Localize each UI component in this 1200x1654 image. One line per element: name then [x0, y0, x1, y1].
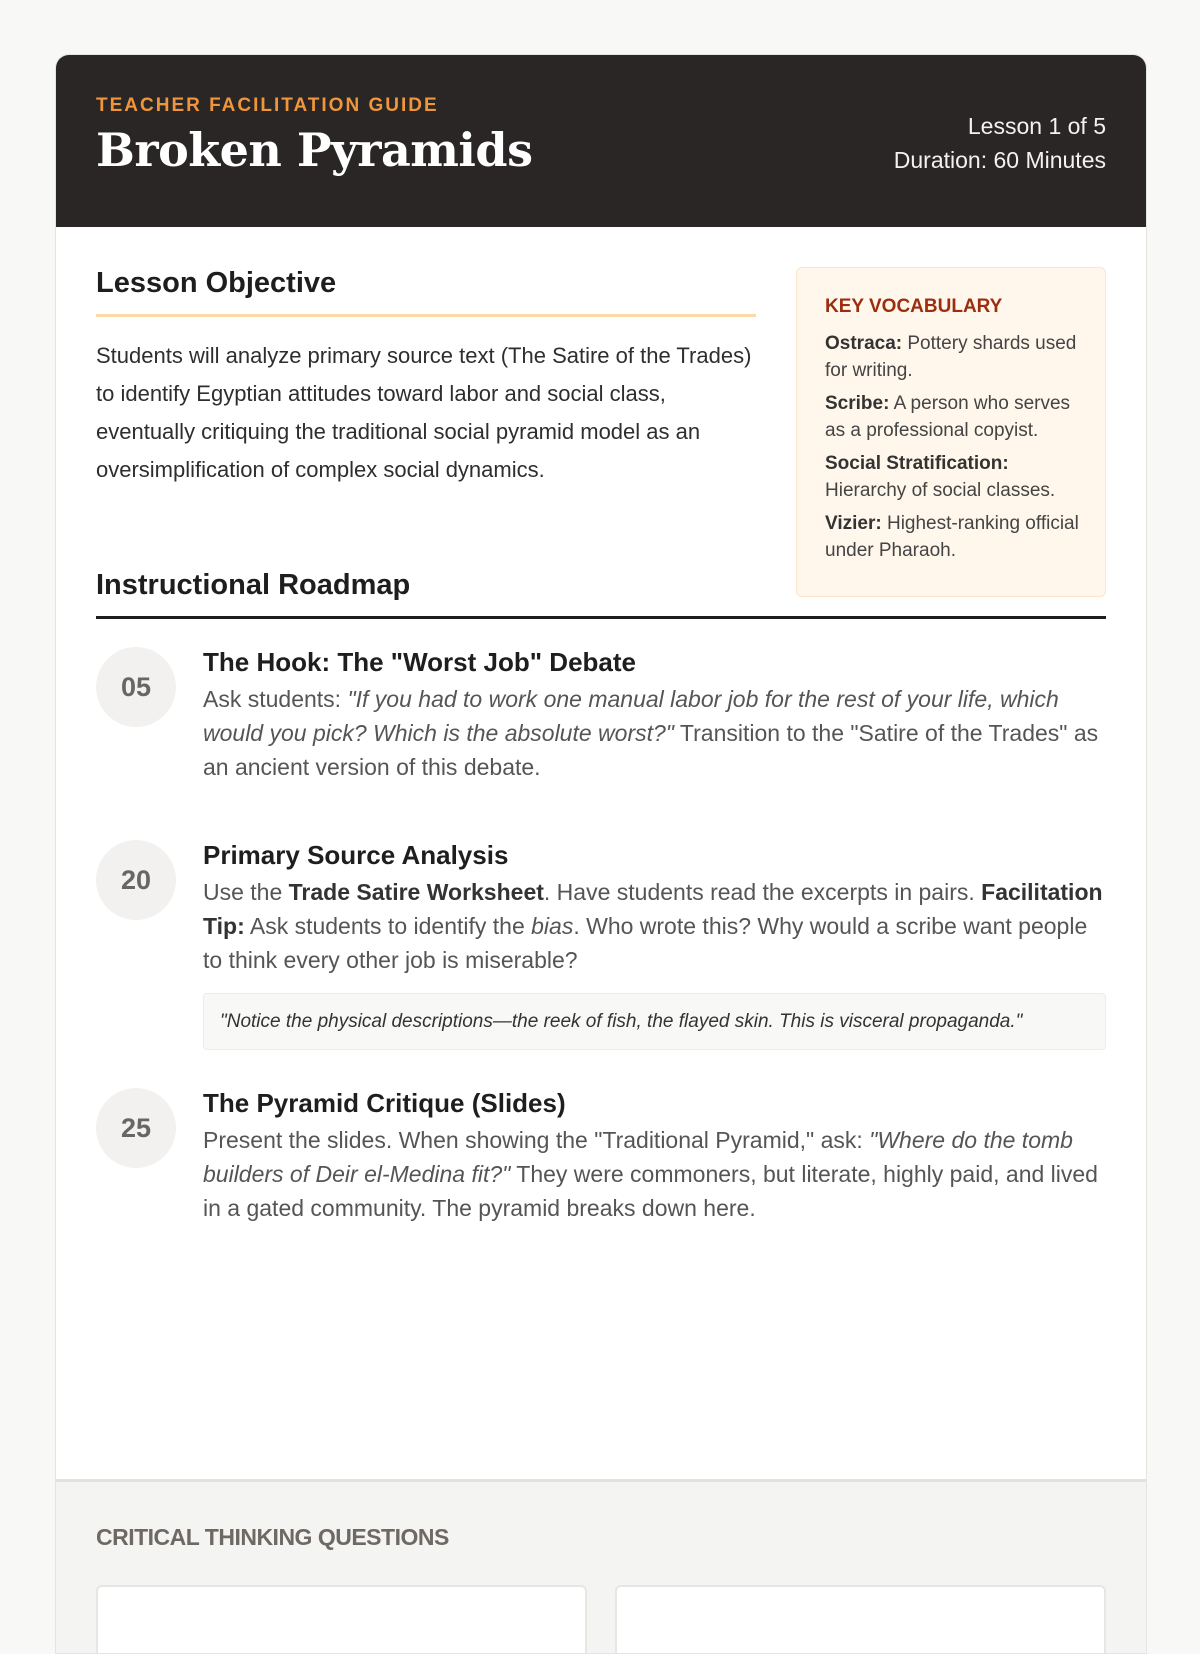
question-card	[615, 1585, 1106, 1654]
instructional-roadmap	[56, 489, 1146, 1225]
facilitation-quote: "Notice the physical descriptions—the reek of fish, the flayed skin. This is visceral propaganda."	[203, 993, 1106, 1050]
step-minutes-badge: 05	[96, 647, 176, 727]
lesson-objective	[96, 267, 756, 489]
objective-text: Students will analyze primary source text (The Satire of the Trades) to identify Egyptian attitudes toward labor and social class, eventually critiquing the traditional social pyramid model as an oversimplification of complex social dynamics.	[96, 343, 752, 482]
page-title: Broken Pyramids	[96, 123, 533, 177]
lesson-meta	[894, 109, 1106, 177]
critical-thinking-heading: CRITICAL THINKING QUESTIONS	[96, 1524, 449, 1550]
key-vocabulary-box	[796, 267, 1106, 597]
question-card	[96, 1585, 587, 1654]
critical-thinking-section	[56, 1479, 1146, 1653]
guide-header	[56, 55, 1146, 227]
step-title: The Hook: The "Worst Job" Debate	[203, 647, 636, 677]
roadmap-step	[96, 1088, 1106, 1225]
vocab-item: Scribe: A person who serves as a professional copyist.	[825, 393, 1071, 441]
step-minutes-badge: 25	[96, 1088, 176, 1168]
objective-heading: Lesson Objective	[96, 267, 756, 317]
lesson-number: Lesson 1 of 5	[967, 113, 1106, 139]
lesson-duration: Duration: 60 Minutes	[893, 147, 1106, 173]
vocab-item: Ostraca: Pottery shards used for writing.	[825, 333, 1077, 381]
vocab-item: Vizier: Highest-ranking official under Pharaoh.	[825, 513, 1079, 561]
step-text: Present the slides. When showing the "Traditional Pyramid," ask: "Where do the tomb builders of Deir el-Medina fit?" They were commoners, but literate, highly paid, and lived in a gated community. The pyramid breaks down here.	[203, 1127, 1098, 1221]
step-text: Ask students: "If you had to work one manual labor job for the rest of your life, which would you pick? Which is the absolute worst?" Transition to the "Satire of the Trades" as an ancient version of this debate.	[203, 686, 1099, 780]
lesson-guide-card	[55, 54, 1147, 1654]
roadmap-heading: Instructional Roadmap	[96, 569, 1106, 619]
step-text: Use the Trade Satire Worksheet. Have students read the excerpts in pairs. Facilitation Tip: Ask students to identify the bias. Who wrote this? Why would a scribe want people to think every other job is miserable?	[203, 879, 1103, 973]
vocab-heading: KEY VOCABULARY	[825, 296, 1003, 317]
guide-eyebrow: TEACHER FACILITATION GUIDE	[96, 95, 439, 116]
step-title: Primary Source Analysis	[203, 840, 509, 870]
roadmap-step	[96, 647, 1106, 784]
step-title: The Pyramid Critique (Slides)	[203, 1088, 566, 1118]
vocab-item: Social Stratification: Hierarchy of social classes.	[825, 453, 1056, 501]
roadmap-step	[96, 840, 1106, 1050]
step-minutes-badge: 20	[96, 840, 176, 920]
